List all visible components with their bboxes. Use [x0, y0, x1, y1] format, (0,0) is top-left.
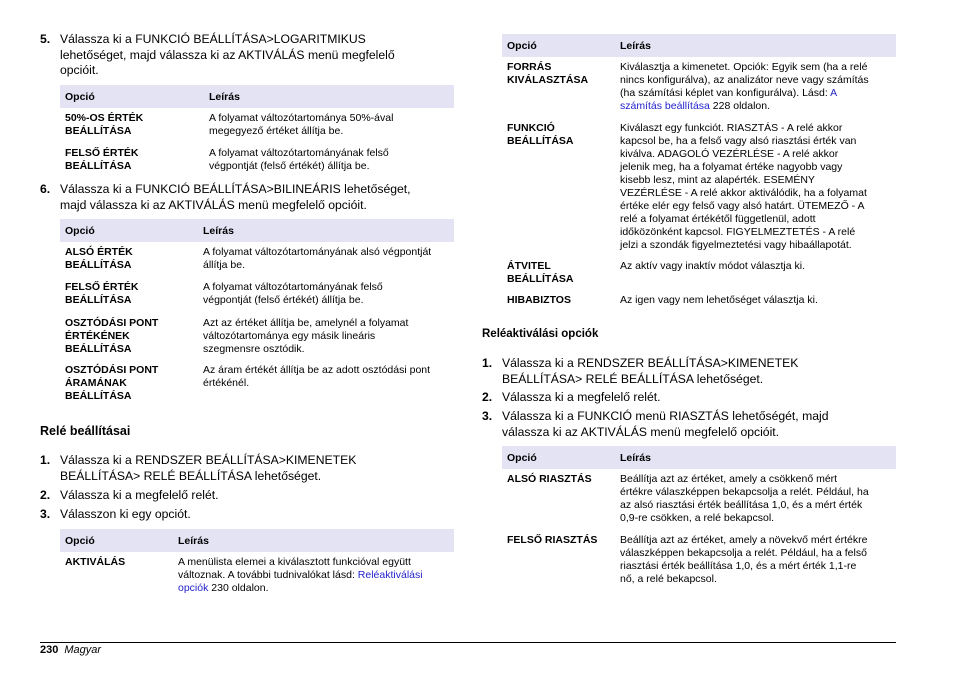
header-description: Leírás — [209, 91, 240, 103]
header-description: Leírás — [203, 225, 234, 237]
step-text: Válassza ki a RENDSZER BEÁLLÍTÁSA>KIMENETEK BEÁLLÍTÁSA> RELÉ BEÁLLÍTÁSA lehetőséget. — [60, 453, 357, 483]
table-row — [60, 281, 454, 311]
row-description: A folyamat változótartománya 50%-ával megegyező értéket állítja be. — [209, 112, 394, 137]
step-text: Válassza ki a FUNKCIÓ BEÁLLÍTÁSA>LOGARITMIKUS lehetőséget, majd válassza ki az AKTIVÁLÁS menü megfelelő opcióit. — [60, 32, 395, 77]
table-row — [60, 246, 454, 276]
header-option: Opció — [507, 452, 537, 464]
table-header — [60, 85, 454, 108]
row-description: Azt az értéket állítja be, amelynél a folyamat változótartománya egy másik lineáris szegmensre osztódik. — [203, 317, 409, 355]
step-number: 1. — [482, 356, 493, 370]
row-option: OSZTÓDÁSI PONT ÉRTÉKÉNEK BEÁLLÍTÁSA — [65, 317, 159, 355]
options-table-bilinear — [60, 219, 454, 409]
row-description: Kiválaszt egy funkciót. RIASZTÁS - A relé akkor kapcsol be, ha a felső vagy alsó riasztási érték van kiválva. ADAGOLÓ VEZÉRLÉSE - A relé akkor jelenik meg, ha a folyamat értéke nagyobb vagy kisebb lesz, mint az alapérték. ESEMÉNY VEZÉRLÉSE - A relé akkor aktiválódik, ha a folyamat értéke elér egy felső vagy alsó határt. ÜTEMEZŐ - A relé a folyamat értékétől függetlenül, adott időközönként kapcsol. FIGYELMEZTETÉS - A relé jelzi a szondák figyelmeztetési vagy hibaállapotát. — [620, 122, 867, 251]
header-option: Opció — [65, 225, 95, 237]
step-text: Válassza ki a megfelelő relét. — [60, 488, 219, 502]
table-row — [502, 294, 896, 309]
section-heading-relay-settings: Relé beállításai — [40, 424, 131, 438]
step-3 — [482, 409, 896, 441]
step-text: Válassza ki a FUNKCIÓ BEÁLLÍTÁSA>BILINEÁRIS lehetőséget, majd válassza ki az AKTIVÁLÁS menü megfelelő opcióit. — [60, 182, 411, 212]
page-footer — [40, 644, 101, 656]
step-text: Válasszon ki egy opciót. — [60, 507, 191, 521]
options-table-logarithmic — [60, 85, 454, 180]
section-heading-relay-activation: Reléaktiválási opciók — [482, 328, 599, 340]
row-option: FELSŐ RIASZTÁS — [507, 534, 598, 546]
table-row — [60, 112, 454, 142]
table-row — [502, 473, 896, 528]
row-description: Beállítja azt az értéket, amely a csökkenő mért értékre válaszképpen bekapcsolja a relét. Például, ha az alsó riasztási érték beállítása 1,0, és a mért érték 0,9-re csökken, a relé bekapcsol. — [620, 473, 869, 524]
row-description: Beállítja azt az értéket, amely a növekvő mért értékre válaszképpen bekapcsolja a relét. Például, ha a felső riasztási érték beállítása 1,0, és a mért érték 1,1-re nő, a relé bekapcsol. — [620, 534, 868, 585]
row-description — [178, 556, 423, 595]
row-option: HIBABIZTOS — [507, 294, 571, 306]
row-option: ALSÓ RIASZTÁS — [507, 473, 592, 485]
step-number: 1. — [40, 453, 51, 467]
page-number: 230 — [40, 644, 59, 656]
relay-activation-link[interactable]: Reléaktiválási — [357, 569, 423, 581]
options-table-alarm — [502, 446, 896, 591]
table-row — [60, 317, 454, 359]
step-3 — [40, 507, 454, 523]
row-option: 50%-OS ÉRTÉK BEÁLLÍTÁSA — [65, 112, 144, 137]
step-2 — [482, 390, 896, 406]
row-option: FORRÁS KIVÁLASZTÁSA — [507, 61, 589, 86]
row-option: OSZTÓDÁSI PONT ÁRAMÁNAK BEÁLLÍTÁSA — [65, 364, 159, 402]
desc-text-end: 230 oldalon. — [208, 582, 269, 594]
step-text: Válassza ki a megfelelő relét. — [502, 390, 661, 404]
row-option: ÁTVITEL BEÁLLÍTÁSA — [507, 260, 574, 285]
table-row — [502, 61, 896, 116]
table-header — [60, 219, 454, 242]
step-number: 2. — [40, 488, 51, 502]
options-table-relay — [60, 529, 454, 599]
header-option: Opció — [65, 535, 95, 547]
step-number: 5. — [40, 32, 51, 46]
row-description: Az áram értékét állítja be az adott osztódási pont értékénél. — [203, 364, 431, 389]
header-description: Leírás — [178, 535, 209, 547]
header-option: Opció — [65, 91, 95, 103]
header-description: Leírás — [620, 40, 651, 52]
row-option: FUNKCIÓ BEÁLLÍTÁSA — [507, 122, 574, 147]
table-header — [502, 446, 896, 469]
desc-text-end: 228 oldalon. — [709, 100, 771, 112]
row-description: A folyamat változótartományának felső végpontját (felső értékét) állítja be. — [203, 281, 383, 306]
step-number: 2. — [482, 390, 493, 404]
table-row — [502, 122, 896, 254]
table-row — [502, 260, 896, 288]
desc-text: A menülista elemei a kiválasztott funkcióval együtt változnak. A további tudnivalókat lásd: — [178, 556, 411, 581]
row-option: AKTIVÁLÁS — [65, 556, 126, 568]
table-row — [60, 556, 454, 598]
step-5 — [40, 32, 454, 80]
calculation-settings-link[interactable]: A — [830, 87, 838, 99]
step-number: 3. — [40, 507, 51, 521]
row-description: A folyamat változótartományának alsó végpontját állítja be. — [203, 246, 432, 271]
step-text: Válassza ki a FUNKCIÓ menü RIASZTÁS lehetőségét, majd válassza ki az AKTIVÁLÁS menü megfelelő opcióit. — [502, 409, 829, 439]
step-text: Válassza ki a RENDSZER BEÁLLÍTÁSA>KIMENETEK BEÁLLÍTÁSA> RELÉ BEÁLLÍTÁSA lehetőséget. — [502, 356, 799, 386]
row-description: Az aktív vagy inaktív módot választja ki. — [620, 260, 805, 272]
table-row — [502, 534, 896, 589]
header-option: Opció — [507, 40, 537, 52]
row-option: FELSŐ ÉRTÉK BEÁLLÍTÁSA — [65, 281, 139, 306]
row-description: Az igen vagy nem lehetőséget választja ki. — [620, 294, 818, 306]
header-description: Leírás — [620, 452, 651, 464]
step-2 — [40, 488, 454, 504]
row-option: ALSÓ ÉRTÉK BEÁLLÍTÁSA — [65, 246, 133, 271]
row-description: A folyamat változótartományának felső végpontját (felső értékét) állítja be. — [209, 147, 389, 172]
table-header — [60, 529, 454, 552]
calculation-settings-link-cont[interactable]: számítás beállítása — [620, 100, 710, 112]
row-description — [620, 61, 869, 113]
step-number: 6. — [40, 182, 51, 196]
footer-divider — [40, 642, 896, 643]
table-row — [60, 364, 454, 406]
desc-text: Kiválasztja a kimenetet. Opciók: Egyik sem (ha a relé nincs konfigurálva), az analizátor neve vagy számítás (ha számítási képlet van konfigurálva). Lásd: — [620, 61, 869, 99]
row-option: FELSŐ ÉRTÉK BEÁLLÍTÁSA — [65, 147, 139, 172]
options-table-relay-details — [502, 34, 896, 314]
step-1 — [40, 453, 454, 485]
table-row — [60, 147, 454, 177]
relay-activation-link-cont[interactable]: opciók — [178, 582, 209, 594]
step-1 — [482, 356, 896, 388]
table-header — [502, 34, 896, 57]
step-6 — [40, 182, 454, 214]
footer-language: Magyar — [64, 644, 102, 656]
step-number: 3. — [482, 409, 493, 423]
